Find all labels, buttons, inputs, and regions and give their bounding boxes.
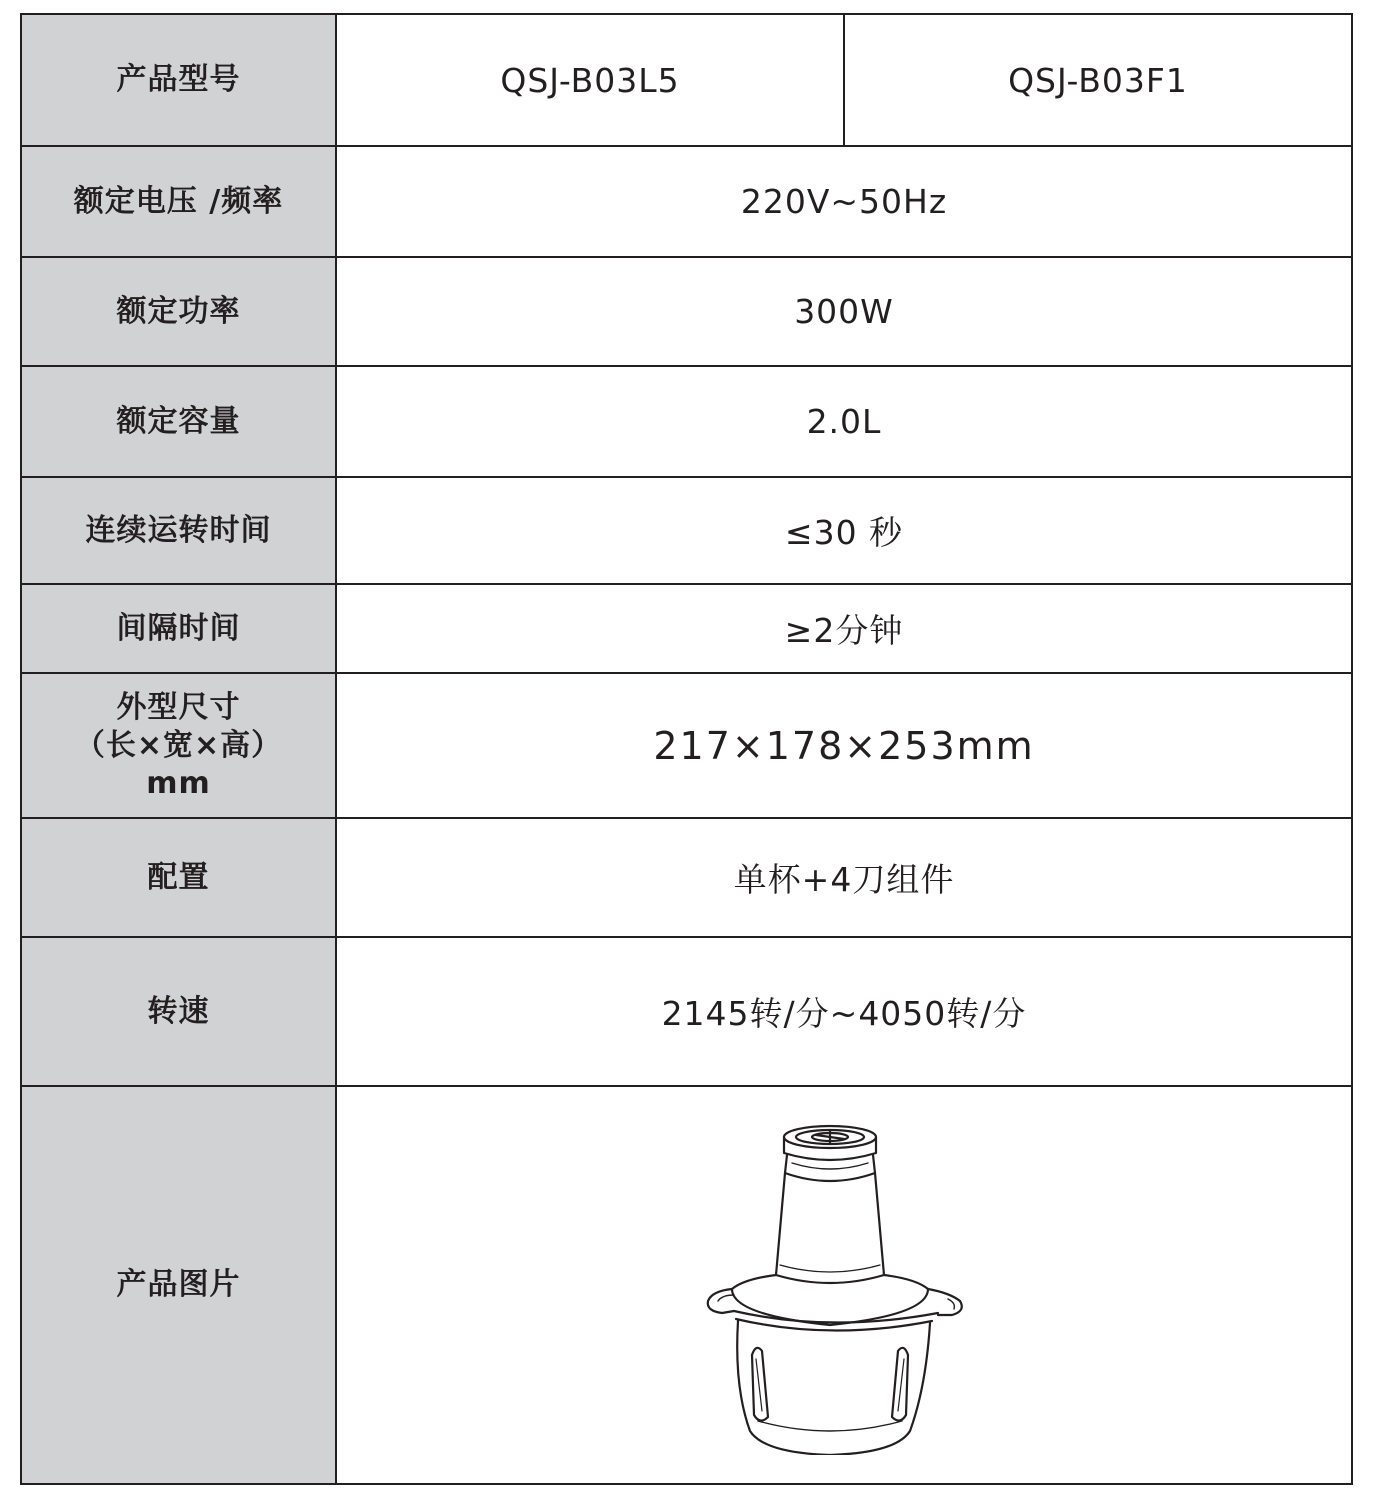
row-interval-time (21, 584, 1352, 673)
label-picture: 产品图片 (21, 1086, 336, 1484)
row-configuration (21, 818, 1352, 937)
row-voltage (21, 146, 1352, 257)
picture-cell (336, 1086, 1352, 1484)
label-dimensions-line-1: 外型尺寸 (116, 689, 241, 725)
value-configuration: 单杯+4刀组件 (336, 818, 1352, 937)
label-dimensions-line-3: mm (146, 765, 211, 801)
value-dimensions: 217×178×253mm (336, 673, 1352, 818)
row-continuous-time (21, 477, 1352, 584)
row-dimensions (21, 673, 1352, 818)
value-voltage: 220V~50Hz (336, 146, 1352, 257)
value-continuous-time: ≤30 秒 (336, 477, 1352, 584)
label-voltage: 额定电压 /频率 (21, 146, 336, 257)
label-capacity: 额定容量 (21, 366, 336, 477)
value-model-2: QSJ-B03F1 (844, 14, 1352, 146)
label-continuous-time: 连续运转时间 (21, 477, 336, 584)
label-configuration: 配置 (21, 818, 336, 937)
label-power: 额定功率 (21, 257, 336, 366)
value-interval-time: ≥2分钟 (336, 584, 1352, 673)
label-speed: 转速 (21, 937, 336, 1086)
label-dimensions-line-2: （长×宽×高） (74, 727, 283, 763)
row-capacity (21, 366, 1352, 477)
label-interval-time: 间隔时间 (21, 584, 336, 673)
row-speed (21, 937, 1352, 1086)
label-model: 产品型号 (21, 14, 336, 146)
value-model-1: QSJ-B03L5 (336, 14, 844, 146)
row-model (21, 14, 1352, 146)
label-dimensions (21, 673, 336, 818)
value-capacity: 2.0L (336, 366, 1352, 477)
food-chopper-image (704, 1115, 984, 1455)
spec-table (20, 13, 1353, 1485)
row-picture (21, 1086, 1352, 1484)
row-power (21, 257, 1352, 366)
value-power: 300W (336, 257, 1352, 366)
value-speed: 2145转/分~4050转/分 (336, 937, 1352, 1086)
